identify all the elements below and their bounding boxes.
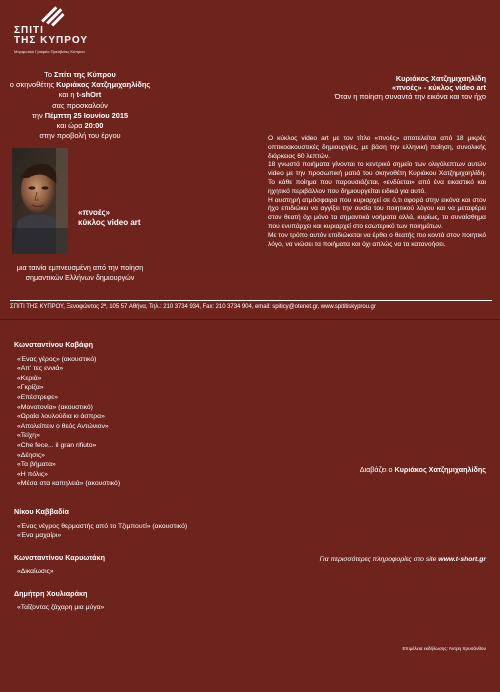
poem-item: «Ταΐζοντας ζάχαρη μια μύγα»	[17, 604, 105, 612]
description-paragraph: Ο κύκλος video art με τον τίτλο «πνοές» αποτελείται από 18 μικρές οπτικοακουστικές δημιουργίες, με βάση την ελληνική ποίηση, συνολικής διάρκειας 60 λεπτών.	[268, 135, 486, 160]
poem-item: «Ωραία λουλούδια κι άσπρα»	[17, 413, 105, 421]
logo-subtitle: Μορφωτικό Γραφείο Πρεσβείας Κύπρου	[14, 49, 85, 54]
poem-item: «Δέησις»	[17, 451, 45, 459]
more-info-text: Για περισσότερες πληροφορίες στο site www.t-short.gr	[319, 556, 486, 563]
author-group	[14, 340, 294, 489]
film-still-photo	[12, 148, 68, 254]
poem-item: «Τείχη»	[17, 432, 40, 440]
author-name: Κωνσταντίνου Καβάφη	[14, 340, 93, 349]
website-link[interactable]: www.t-short.gr	[438, 556, 486, 563]
poem-item: «Ένας νέγρος θερμαστής από το Τζιμπουτί» (ακουστικό)	[17, 522, 188, 530]
event-heading: Κυριάκος Χατζημιχαηλίδη «πνοές» - κύκλος video art Όταν η ποίηση συναντά την εικόνα και τον ήχο	[334, 74, 486, 102]
poem-item: «Απ' τες εννιά»	[17, 365, 64, 373]
author-group	[14, 507, 294, 541]
description-paragraph: Με τον τρόπο αυτόν επιδιώκεται να έρθει ο θεατής πιο κοντά στον ποιητικό λόγο, να νιώσει τα ποιήματα και όχι απλώς να τα κατανοήσει.	[268, 231, 486, 248]
event-description	[268, 135, 486, 249]
spiti-tis-kyprou-logo	[14, 6, 144, 58]
film-title: «πνοές» κύκλος video art	[78, 208, 141, 227]
poem-item: «Che fece... il gran rifiuto»	[17, 441, 97, 449]
poem-item: «Η πόλις»	[17, 470, 48, 478]
poem-item: «Ένας γέρος» (ακουστικό)	[17, 355, 97, 363]
poem-item: «Ένα μαχαίρι»	[17, 532, 62, 540]
description-paragraph: Η αυστηρή ατμόσφαιρα που κυριαρχεί σε ό,τι αφορά στην εικόνα και στον ήχο επιδιώκει να αγγίξει την ουσία του ποιητικού λόγου και να μεταφέρει στον θεατή όχι μόνο τα σημαντικά νοήματα αλλά, κυρίως, το συναίσθημα που ενυπάρχει και κυριαρχεί στο εσωτερικό των ποιημάτων.	[268, 196, 486, 230]
description-paragraph: 18 γνωστά ποιήματα γίνονται το κεντρικό σημείο των ολιγόλεπτων αυτών video με την προσωπική ματιά του σκηνοθέτη Κυριάκου Χατζημιχαηλίδη. Το κάθε ποίημα που παρουσιάζεται, «ενδύεται» από ένα εικαστικό και ηχητικό περιβάλλον που δημιουργείται ειδικά για αυτό.	[268, 161, 486, 195]
curator-credit: Επιμέλεια εκδήλωσης: Άντρη Χρυσάνθου	[402, 646, 486, 651]
logo-word-1: ΣΠΙΤΙ	[14, 25, 44, 36]
poem-item: «Τα βήματα»	[17, 461, 56, 469]
poem-list	[14, 340, 294, 622]
poem-item: «Επέστρεφε»	[17, 393, 59, 401]
poem-item: «Δικαίωσις»	[17, 568, 54, 576]
poem-item: «Γκρίζα»	[17, 384, 44, 392]
author-name: Κωνσταντίνου Καρυωτάκη	[14, 552, 105, 562]
poem-item: «Μέσα στα καπηλειά» (ακουστικό)	[17, 480, 121, 488]
film-tagline: μια ταινία εμπνευσμένη από την ποίηση σημαντικών Ελλήνων δημιουργών	[16, 263, 144, 282]
contact-address-line: ΣΠΙΤΙ ΤΗΣ ΚΥΠΡΟΥ, Ξενοφώντος 2ª, 105 57 Αθήνα, Τηλ.: 210 3734 934, Fax: 210 3734 904, email: spiticy@otenet.gr, www.spititiskyprou.gr	[10, 300, 492, 312]
author-group	[14, 589, 294, 613]
author-name: Νίκου Καββαδία	[14, 506, 69, 516]
author-name: Δημήτρη Χουλιαράκη	[14, 588, 88, 598]
invitation-text: Το Σπίτι της Κύπρου ο σκηνοθέτης Κυριάκος Χατζημιχαηλίδης και η t-shOrt σας προσκαλούν την Πέμπτη 25 Ιουνίου 2015 και ώρα 20:00 στην προβολή του έργου	[9, 70, 151, 141]
author-group	[14, 553, 294, 577]
logo-stripes-icon	[40, 6, 66, 28]
logo-word-2: ΤΗΣ ΚΥΠΡΟΥ	[14, 35, 89, 46]
page-fold-divider	[0, 319, 500, 320]
reader-credit: Διαβάζει ο Κυριάκος Χατζημιχαηλίδης	[359, 465, 486, 474]
poem-item: «Μονοτονία» (ακουστικό)	[17, 403, 93, 411]
poem-item: «Απολείπειν ο θεός Αντώνιον»	[17, 422, 109, 430]
poem-item: «Κεριά»	[17, 374, 42, 382]
